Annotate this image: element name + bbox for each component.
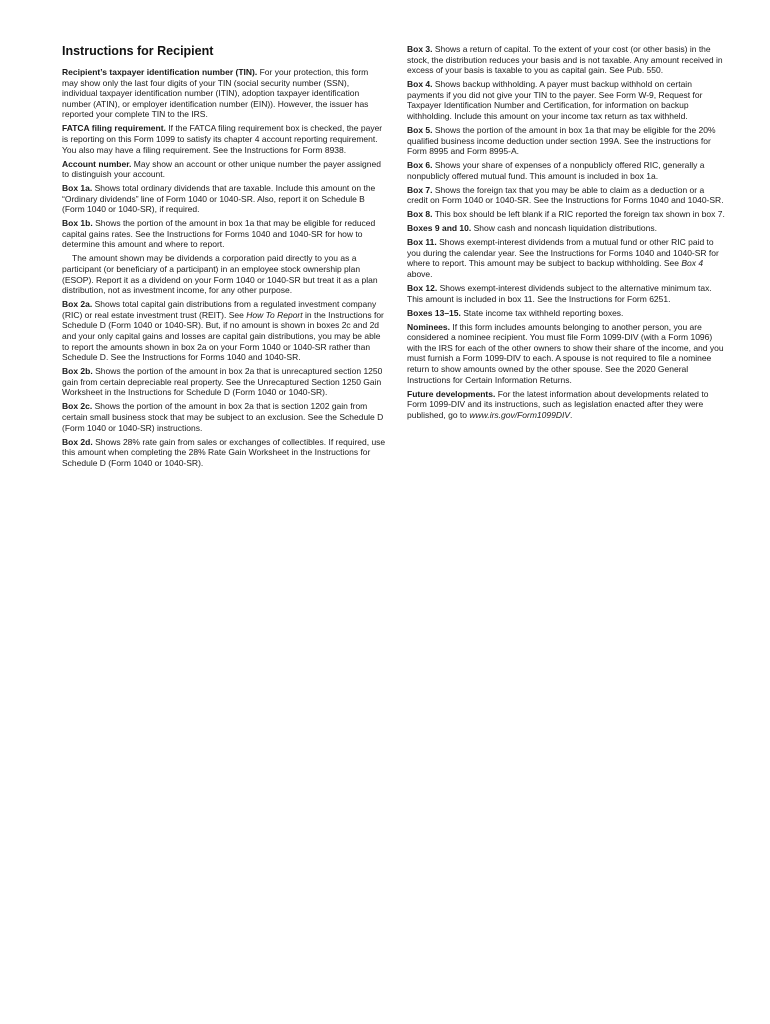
- instruction-paragraph: [407, 209, 725, 220]
- instruction-paragraph: [62, 67, 386, 120]
- paragraph-heading: Box 2b.: [62, 366, 93, 377]
- paragraph-text: If the FATCA filing requirement box is checked, the payer is reporting on this Form 1099 to satisfy its chapter 4 account reporting requirement. You also may have a filing requirement. See the Instructions for Form 8938.: [62, 123, 383, 155]
- paragraph-italic-text: Box 4: [681, 258, 704, 269]
- instruction-paragraph: [62, 123, 386, 155]
- paragraph-italic-text: www.irs.gov/Form1099DIV: [469, 409, 571, 420]
- instruction-paragraph: [407, 308, 725, 319]
- paragraph-text: For the latest information about developments related to Form 1099-DIV and its instructions, such as legislation enacted after they were published, go to: [407, 388, 709, 420]
- instruction-paragraph: [407, 79, 725, 121]
- paragraph-text-continued: above.: [407, 269, 433, 280]
- instruction-paragraph: [62, 159, 386, 180]
- paragraph-heading: Recipient’s taxpayer identification number (TIN).: [62, 67, 258, 77]
- instruction-paragraph: [407, 44, 725, 76]
- instruction-paragraph: [62, 366, 386, 398]
- paragraph-text: State income tax withheld reporting boxes.: [460, 307, 624, 318]
- instruction-paragraph: [407, 185, 725, 206]
- paragraph-text: The amount shown may be dividends a corporation paid directly to you as a participant (or beneficiary of a participant) in an employee stock ownership plan (ESOP). Report it as a dividend on your Form 1040 or 1040-SR but treat it as a plan distribution, not as investment income, for any other purpose.: [62, 253, 378, 296]
- paragraph-heading: Box 6.: [407, 160, 433, 171]
- instruction-paragraph: [407, 125, 725, 157]
- paragraph-heading: Boxes 13–15.: [407, 307, 461, 318]
- instruction-paragraph: [407, 322, 725, 386]
- instruction-paragraph: [62, 437, 386, 469]
- paragraph-heading: Box 1a.: [62, 183, 93, 194]
- page-title: Instructions for Recipient: [62, 44, 214, 58]
- paragraph-text: Shows the portion of the amount in box 1a that may be eligible for the 20% qualified business income deduction under section 199A. See the instructions for Form 8995 and Form 8995-A.: [407, 124, 716, 157]
- paragraph-text: Shows a return of capital. To the extent of your cost (or other basis) in the stock, the distribution reduces your basis and is not taxable. Any amount received in excess of your basis is taxable to you as capital gain. See Pub. 550.: [407, 44, 723, 76]
- paragraph-text: May show an account or other unique number the payer assigned to distinguish your account.: [62, 158, 381, 180]
- paragraph-italic-text: How To Report: [246, 309, 303, 320]
- instruction-paragraph: [407, 237, 725, 279]
- paragraph-text-continued: .: [570, 409, 573, 420]
- paragraph-text: Shows the portion of the amount in box 1a that may be eligible for reduced capital gains rates. See the Instructions for Forms 1040 and 1040-SR for how to determine this amount and where to report.: [62, 218, 376, 250]
- paragraph-heading: Box 11.: [407, 237, 437, 248]
- paragraph-heading: Box 1b.: [62, 218, 93, 229]
- instruction-paragraph: [62, 299, 386, 363]
- instruction-paragraph: [62, 401, 386, 433]
- paragraph-heading: Future developments.: [407, 388, 496, 399]
- paragraph-text: Shows exempt-interest dividends subject to the alternative minimum tax. This amount is included in box 11. See the Instructions for Form 6251.: [407, 283, 712, 304]
- paragraph-text: Show cash and noncash liquidation distributions.: [471, 223, 657, 234]
- instruction-paragraph: [62, 218, 386, 250]
- paragraph-text: Shows the portion of the amount in box 2a that is unrecaptured section 1250 gain from certain depreciable real property. See the Unrecaptured Section 1250 Gain Worksheet in the Instructions for Schedule D (Form 1040 or 1040-SR).: [62, 366, 383, 398]
- paragraph-text: If this form includes amounts belonging to another person, you are considered a nominee recipient. You must file Form 1099-DIV (with a Form 1096) with the IRS for each of the other owners to show their share of the income, and you must furnish a Form 1099-DIV to each. A spouse is not required to file a nominee return to show amounts owned by the other spouse. See the 2020 General Instructions for Certain Information Returns.: [407, 321, 724, 385]
- right-column: [407, 44, 725, 424]
- paragraph-text-continued: in the Instructions for Schedule D (Form 1040 or 1040-SR). But, if no amount is shown in boxes 2c and 2d and your only capital gains and losses are capital gain distributions, you may be able to report the amounts shown in box 2a on your Form 1040 or 1040-SR rather than Schedule D. See the Instructions for Forms 1040 and 1040-SR.: [62, 309, 384, 363]
- paragraph-heading: FATCA filing requirement.: [62, 123, 166, 134]
- right-entries: [407, 44, 725, 420]
- paragraph-heading: Box 2c.: [62, 401, 93, 412]
- paragraph-heading: Box 3.: [407, 44, 433, 54]
- paragraph-text: Shows 28% rate gain from sales or exchanges of collectibles. If required, use this amount when completing the 28% Rate Gain Worksheet in the Instructions for Schedule D (Form 1040 or 1040-SR).: [62, 436, 386, 468]
- paragraph-heading: Boxes 9 and 10.: [407, 223, 472, 234]
- paragraph-text: Shows backup withholding. A payer must backup withhold on certain payments if you did not give your TIN to the payer. See Form W-9, Request for Taxpayer Identification Number and Certification, for information on backup withholding. Include this amount on your income tax return as tax withheld.: [407, 79, 703, 121]
- paragraph-heading: Box 7.: [407, 184, 433, 195]
- paragraph-text: For your protection, this form may show only the last four digits of your TIN (social security number (SSN), individual taxpayer identification number (ITIN), adoption taxpayer identification number (ATIN), or employer identification number (EIN)). However, the issuer has reported your complete TIN to the IRS.: [62, 67, 369, 120]
- left-column: [62, 44, 386, 472]
- paragraph-text: Shows the foreign tax that you may be able to claim as a deduction or a credit on Form 1040 or 1040-SR. See the Instructions for Forms 1040 and 1040-SR.: [407, 184, 724, 206]
- instruction-paragraph: [407, 160, 725, 181]
- left-entries: [62, 67, 386, 468]
- paragraph-heading: Box 2d.: [62, 436, 93, 447]
- paragraph-text: Shows exempt-interest dividends from a mutual fund or other RIC paid to you during the calendar year. See the Instructions for Forms 1040 and 1040-SR for where to report. This amount may be subject to backup withholding. See: [407, 237, 719, 269]
- paragraph-heading: Box 12.: [407, 283, 438, 293]
- paragraph-heading: Box 2a.: [62, 299, 93, 310]
- paragraph-heading: Box 5.: [407, 124, 433, 135]
- paragraph-heading: Account number.: [62, 158, 132, 169]
- instruction-paragraph: [407, 223, 725, 234]
- instruction-paragraph: [407, 389, 725, 421]
- instruction-paragraph: [62, 183, 386, 215]
- paragraph-text: Shows your share of expenses of a nonpublicly offered RIC, generally a nonpublicly offered mutual fund. This amount is included in box 1a.: [407, 160, 705, 181]
- paragraph-text: Shows the portion of the amount in box 2a that is section 1202 gain from certain small business stock that may be subject to an exclusion. See the Schedule D (Form 1040 or 1040-SR) instructions.: [62, 401, 384, 433]
- paragraph-text: Shows total capital gain distributions from a regulated investment company (RIC) or real estate investment trust (REIT). See: [62, 299, 377, 320]
- paragraph-text: This box should be left blank if a RIC reported the foreign tax shown in box 7.: [432, 209, 725, 220]
- paragraph-heading: Box 4.: [407, 79, 433, 90]
- instruction-paragraph: [407, 283, 725, 304]
- paragraph-heading: Nominees.: [407, 321, 450, 332]
- paragraph-text: Shows total ordinary dividends that are taxable. Include this amount on the “Ordinary dividends” line of Form 1040 or 1040-SR. Also, report it on Schedule B (Form 1040 or 1040-SR), if required.: [62, 183, 376, 215]
- paragraph-heading: Box 8.: [407, 209, 433, 220]
- instruction-paragraph: [62, 253, 386, 295]
